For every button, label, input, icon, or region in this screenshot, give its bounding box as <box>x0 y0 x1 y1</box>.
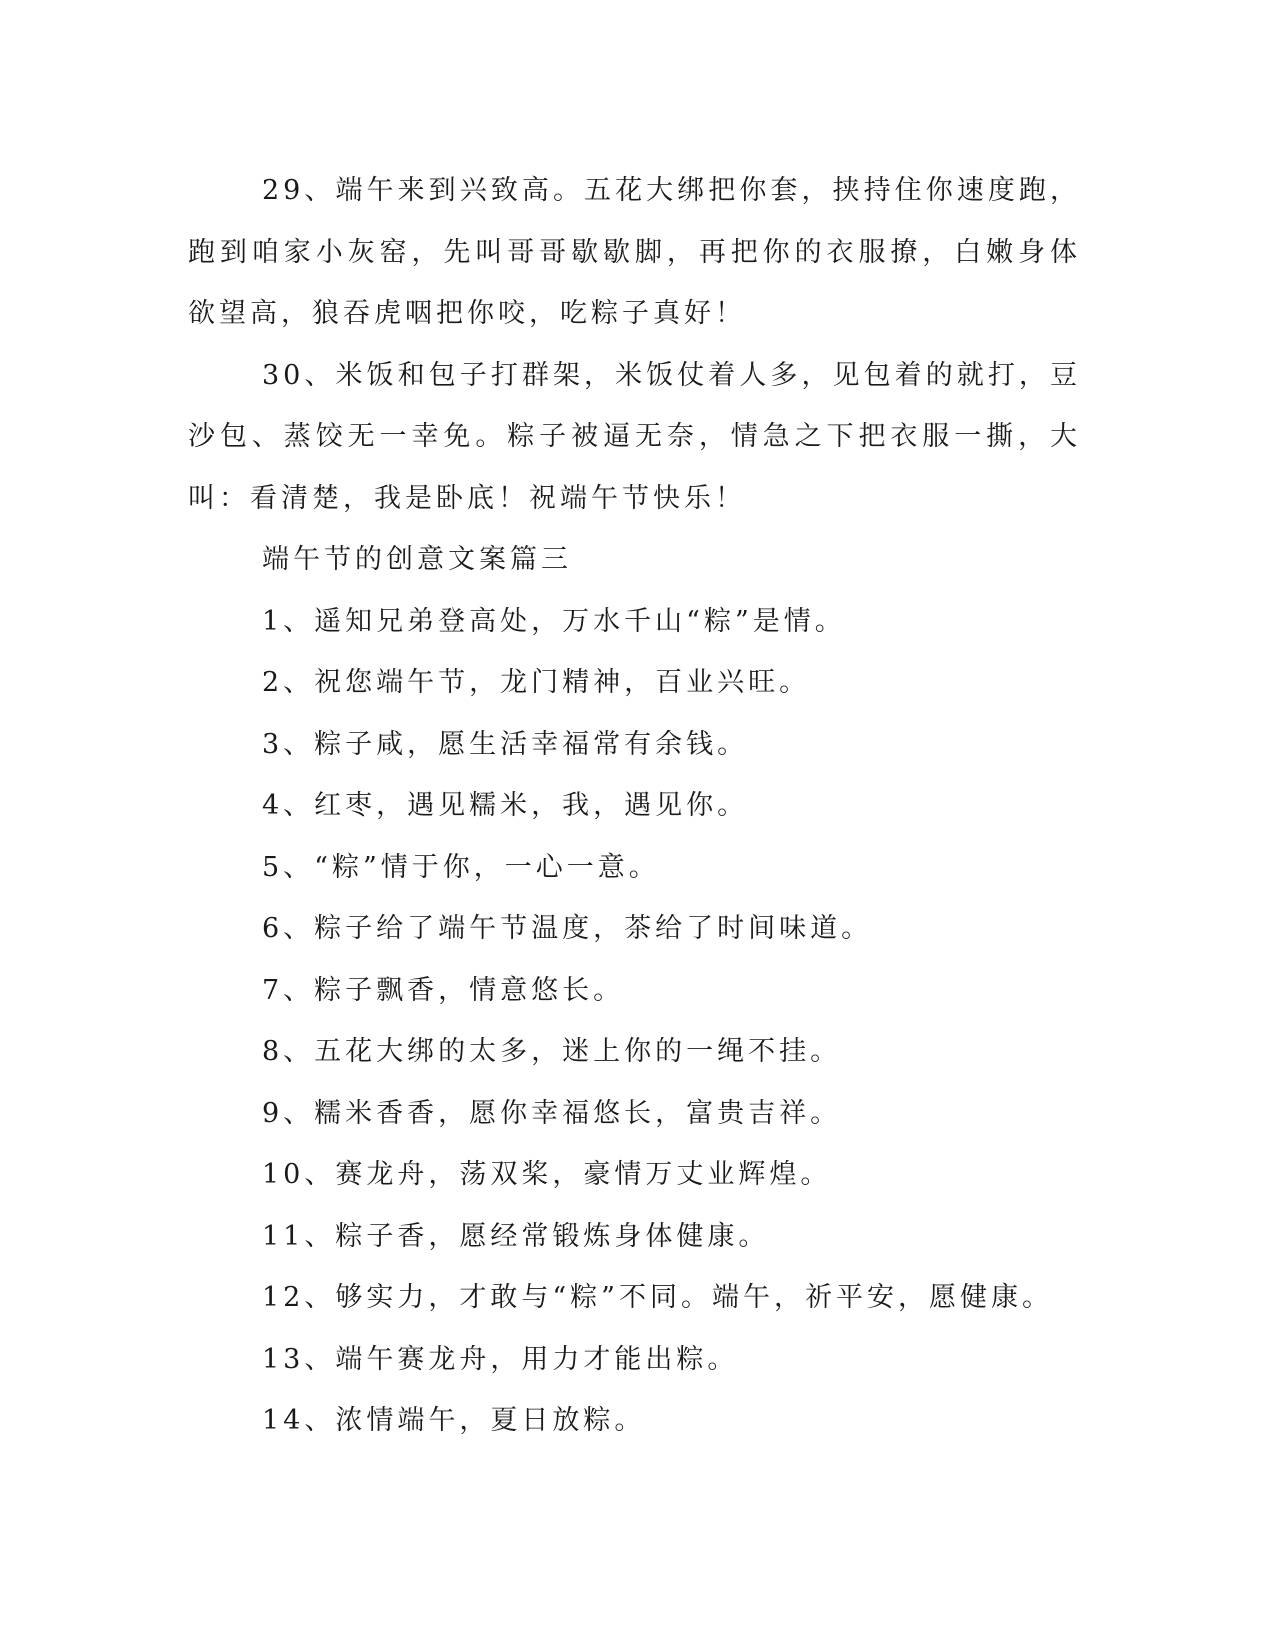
list-item: 11、粽子香，愿经常锻炼身体健康。 <box>262 1220 770 1252</box>
list-item: 5、“粽”情于你，一心一意。 <box>262 851 660 883</box>
list-item: 10、赛龙舟，荡双桨，豪情万丈业辉煌。 <box>262 1159 832 1190</box>
paragraph-29: 29、端午来到兴致高。五花大绑把你套，挟持住你速度跑，跑到咱家小灰窑，先叫哥哥歇歇脚，再把你的衣服撩，白嫩身体欲望高，狼吞虎咽把你咬，吃粽子真好！ <box>188 175 1081 329</box>
paragraph-30: 30、米饭和包子打群架，米饭仗着人多，见包着的就打，豆沙包、蒸饺无一幸免。粽子被逼无奈，情急之下把衣服一撕，大叫：看清楚，我是卧底！祝端午节快乐！ <box>188 359 1081 514</box>
list-item: 12、够实力，才敢与“粽”不同。端午，祈平安，愿健康。 <box>262 1282 1053 1313</box>
list-item: 7、粽子飘香，情意悠长。 <box>262 974 625 1006</box>
list-item: 8、五花大绑的太多，迷上你的一绳不挂。 <box>262 1036 842 1067</box>
list-item: 9、糯米香香，愿你幸福悠长，富贵吉祥。 <box>262 1097 842 1129</box>
list-item: 14、浓情端午，夏日放粽。 <box>262 1405 646 1436</box>
list-item: 13、端午赛龙舟，用力才能出粽。 <box>262 1343 739 1375</box>
list-item: 6、粽子给了端午节温度，茶给了时间味道。 <box>262 913 873 944</box>
section-title: 端午节的创意文案篇三 <box>262 544 572 575</box>
list-item: 4、红枣，遇见糯米，我，遇见你。 <box>262 790 749 821</box>
list-item: 3、粽子咸，愿生活幸福常有余钱。 <box>262 728 749 760</box>
list-item: 2、祝您端午节，龙门精神，百业兴旺。 <box>262 667 811 698</box>
document-body <box>188 160 1081 1452</box>
list-item: 1、遥知兄弟登高处，万水千山“粽”是情。 <box>262 605 846 637</box>
